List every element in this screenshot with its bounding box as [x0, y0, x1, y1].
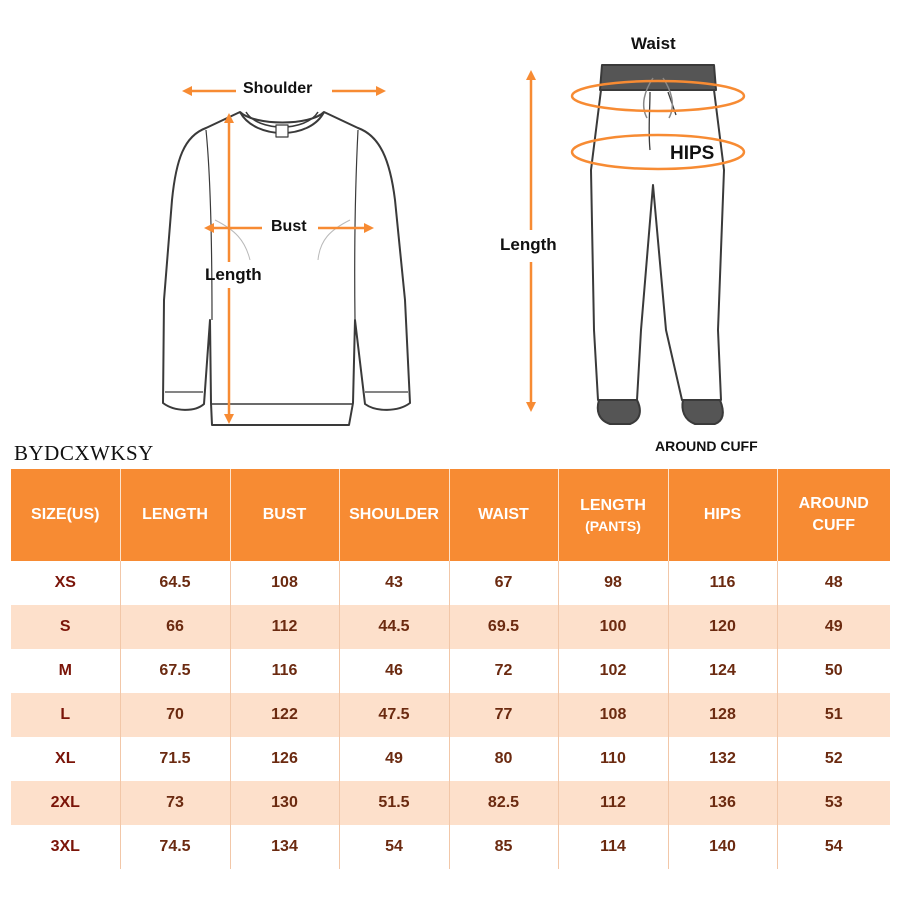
cell-length: 70 — [120, 693, 230, 737]
cell-bust: 108 — [230, 561, 339, 605]
cell-size: XS — [11, 561, 120, 605]
cell-length: 71.5 — [120, 737, 230, 781]
cell-hips: 116 — [668, 561, 777, 605]
brand-name: BYDCXWKSY — [14, 441, 154, 465]
header-length: LENGTH — [120, 469, 230, 561]
cell-bust: 122 — [230, 693, 339, 737]
cell-around-cuff: 51 — [777, 693, 890, 737]
header-bust: BUST — [230, 469, 339, 561]
bust-label: Bust — [271, 218, 307, 235]
cell-hips: 124 — [668, 649, 777, 693]
table-row — [11, 649, 890, 693]
cell-around-cuff: 53 — [777, 781, 890, 825]
cell-size: 3XL — [11, 825, 120, 869]
cell-pants-length: 102 — [558, 649, 668, 693]
cell-shoulder: 43 — [339, 561, 449, 605]
cell-size: L — [11, 693, 120, 737]
table-header-row — [11, 469, 890, 561]
cell-pants-length: 108 — [558, 693, 668, 737]
header-waist: WAIST — [449, 469, 558, 561]
cell-bust: 134 — [230, 825, 339, 869]
cell-waist: 85 — [449, 825, 558, 869]
cell-length: 64.5 — [120, 561, 230, 605]
cell-shoulder: 47.5 — [339, 693, 449, 737]
shirt-length-label: Length — [205, 265, 262, 284]
cell-waist: 69.5 — [449, 605, 558, 649]
cell-hips: 140 — [668, 825, 777, 869]
cell-around-cuff: 54 — [777, 825, 890, 869]
table-row — [11, 737, 890, 781]
cell-waist: 77 — [449, 693, 558, 737]
table-row — [11, 825, 890, 869]
header-hips: HIPS — [668, 469, 777, 561]
header-shoulder: SHOULDER — [339, 469, 449, 561]
cell-bust: 116 — [230, 649, 339, 693]
cell-hips: 128 — [668, 693, 777, 737]
header-size: SIZE(US) — [11, 469, 120, 561]
cell-size: XL — [11, 737, 120, 781]
cell-length: 67.5 — [120, 649, 230, 693]
pants-length-label: Length — [500, 235, 557, 254]
hips-label: HIPS — [670, 143, 715, 164]
cell-bust: 126 — [230, 737, 339, 781]
cell-waist: 80 — [449, 737, 558, 781]
cell-around-cuff: 49 — [777, 605, 890, 649]
table-row — [11, 693, 890, 737]
cell-length: 74.5 — [120, 825, 230, 869]
cell-waist: 67 — [449, 561, 558, 605]
cell-waist: 72 — [449, 649, 558, 693]
cell-pants-length: 114 — [558, 825, 668, 869]
cell-hips: 136 — [668, 781, 777, 825]
shoulder-label: Shoulder — [243, 80, 313, 97]
cell-pants-length: 112 — [558, 781, 668, 825]
cell-bust: 130 — [230, 781, 339, 825]
size-chart-table — [11, 469, 890, 869]
cell-size: S — [11, 605, 120, 649]
cell-pants-length: 100 — [558, 605, 668, 649]
cell-hips: 132 — [668, 737, 777, 781]
header-pants-length: LENGTH (PANTS) — [558, 469, 668, 561]
cell-shoulder: 49 — [339, 737, 449, 781]
cell-length: 73 — [120, 781, 230, 825]
header-around-cuff: AROUND CUFF — [777, 469, 890, 561]
cell-length: 66 — [120, 605, 230, 649]
cell-pants-length: 110 — [558, 737, 668, 781]
cell-around-cuff: 48 — [777, 561, 890, 605]
shirt-drawing — [163, 112, 410, 425]
table-row — [11, 605, 890, 649]
cell-size: M — [11, 649, 120, 693]
cell-shoulder: 51.5 — [339, 781, 449, 825]
cell-pants-length: 98 — [558, 561, 668, 605]
table-body — [11, 561, 890, 869]
cell-bust: 112 — [230, 605, 339, 649]
cell-around-cuff: 52 — [777, 737, 890, 781]
cell-waist: 82.5 — [449, 781, 558, 825]
cell-shoulder: 44.5 — [339, 605, 449, 649]
around-cuff-label: AROUND CUFF — [655, 438, 758, 454]
cell-hips: 120 — [668, 605, 777, 649]
table-row — [11, 561, 890, 605]
cell-shoulder: 54 — [339, 825, 449, 869]
cell-around-cuff: 50 — [777, 649, 890, 693]
garment-illustration — [0, 0, 900, 440]
cell-shoulder: 46 — [339, 649, 449, 693]
cell-size: 2XL — [11, 781, 120, 825]
waist-label: Waist — [631, 34, 676, 53]
pants-drawing — [591, 65, 724, 424]
table-row — [11, 781, 890, 825]
